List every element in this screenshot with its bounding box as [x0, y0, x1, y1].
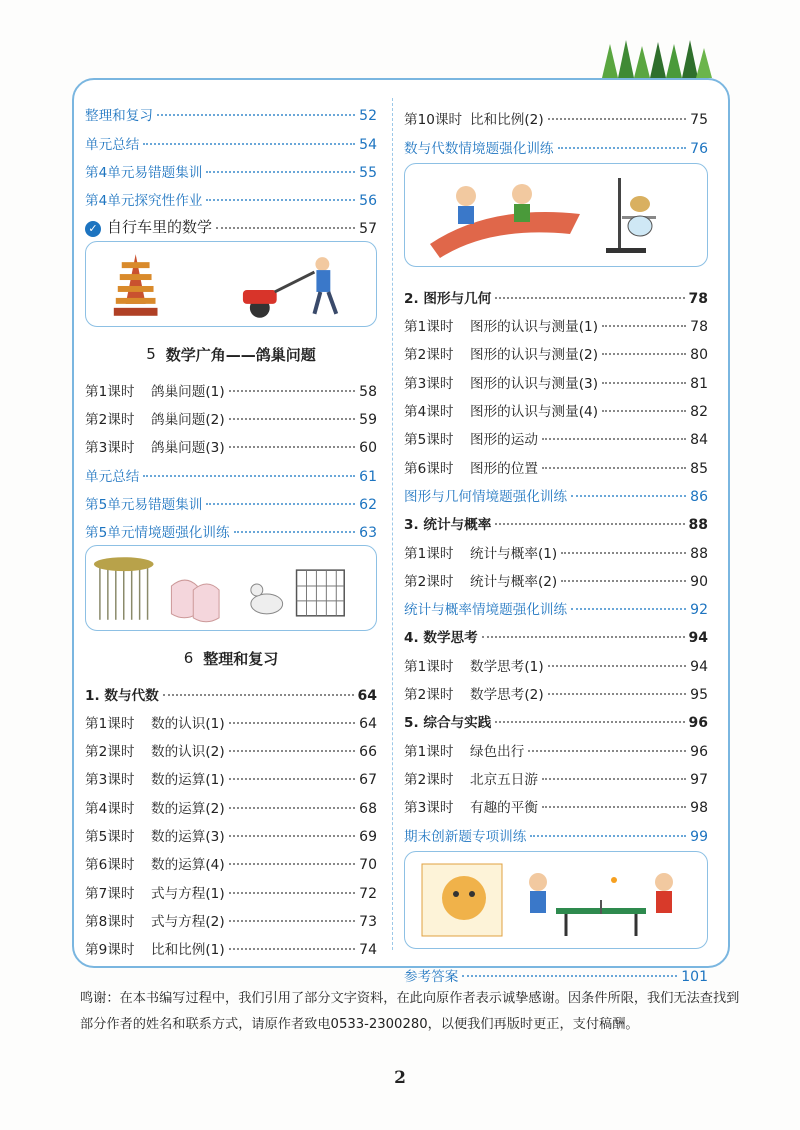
toc-title: 统计与概率(2)	[470, 573, 558, 590]
toc-leader-dots	[229, 835, 356, 837]
toc-page-number: 60	[359, 440, 377, 457]
toc-page-number: 82	[690, 404, 708, 421]
toc-title: 单元总结	[85, 136, 140, 153]
toc-entry	[404, 816, 708, 844]
toc-title: 1. 数与代数	[85, 687, 159, 704]
toc-leader-dots	[229, 920, 356, 922]
toc-entry	[85, 760, 377, 788]
toc-page-number: 78	[688, 290, 708, 307]
toc-leader-dots	[143, 475, 355, 477]
toc-page-number: 59	[359, 412, 377, 429]
toc-page-number: 98	[690, 800, 708, 817]
toc-lesson-label: 第1课时	[404, 658, 454, 675]
toc-page-number: 80	[690, 347, 708, 364]
left-list-b	[85, 371, 377, 541]
toc-leader-dots	[602, 382, 686, 384]
toc-entry	[404, 448, 708, 476]
toc-title: 图形的运动	[470, 432, 538, 449]
toc-leader-dots	[495, 297, 684, 299]
toc-leader-dots	[548, 693, 687, 695]
toc-page-number: 58	[359, 383, 377, 400]
toc-page-number: 97	[690, 771, 708, 788]
toc-title: 第5单元情境题强化训练	[85, 525, 230, 542]
toc-leader-dots	[602, 410, 686, 412]
toc-title: 北京五日游	[470, 771, 538, 788]
toc-title: 数学思考(2)	[470, 687, 544, 704]
toc-page-number: 95	[690, 687, 708, 704]
toc-title: 统计与概率(1)	[470, 545, 558, 562]
toc-entry	[85, 96, 377, 124]
toc-leader-dots	[143, 143, 355, 145]
toc-page-number: 61	[359, 468, 377, 485]
toc-lesson-label: 第1课时	[85, 383, 135, 400]
toc-entry	[85, 181, 377, 209]
toc-page-number: 68	[359, 800, 377, 817]
toc-page-number: 54	[359, 136, 377, 153]
toc-title: 图形的认识与测量(1)	[470, 319, 599, 336]
cat-pingpong-image	[405, 852, 707, 948]
toc-title: 比和比例(1)	[151, 942, 225, 959]
toc-title: 4. 数学思考	[404, 630, 478, 647]
toc-leader-dots	[163, 694, 354, 696]
toc-page-number: 88	[690, 545, 708, 562]
toc-leader-dots	[462, 975, 677, 977]
toc-entry	[85, 456, 377, 484]
pagoda-cultivator-image	[86, 242, 376, 326]
toc-title: 数的运算(4)	[151, 857, 225, 874]
toc-title: 有趣的平衡	[470, 800, 538, 817]
toc-entry	[404, 335, 708, 363]
toc-page-number: 90	[690, 573, 708, 590]
illustration-pagoda-cultivator	[85, 241, 377, 327]
toc-entry	[404, 760, 708, 788]
toc-lesson-label: 第2课时	[85, 412, 135, 429]
toc-entry	[404, 562, 708, 590]
toc-title: 数的运算(2)	[151, 800, 225, 817]
toc-entry	[404, 675, 708, 703]
toc-page-number: 88	[688, 517, 708, 534]
toc-page-number: 55	[359, 164, 377, 181]
toc-page-number: 74	[359, 942, 377, 959]
toc-lesson-label: 第10课时	[404, 112, 463, 129]
left-list-a	[85, 96, 377, 237]
toc-page-number: 75	[690, 112, 708, 129]
toc-entry	[404, 618, 708, 646]
toc-leader-dots	[530, 835, 686, 837]
toc-leader-dots	[542, 806, 686, 808]
toc-entry	[404, 533, 708, 561]
toc-leader-dots	[558, 147, 687, 149]
toc-title: 数的认识(1)	[151, 715, 225, 732]
toc-leader-dots	[206, 503, 355, 505]
toc-leader-dots	[561, 580, 686, 582]
toc-lesson-label: 第3课时	[85, 440, 135, 457]
toc-leader-dots	[548, 118, 687, 120]
toc-title: 比和比例(2)	[470, 112, 544, 129]
toc-entry	[85, 732, 377, 760]
toc-leader-dots	[157, 114, 355, 116]
running-lab-image	[405, 164, 707, 266]
toc-lesson-label: 第4课时	[404, 404, 454, 421]
toc-entry	[404, 307, 708, 335]
toc-entry	[404, 100, 708, 128]
page-number: 2	[394, 1068, 406, 1088]
toc-page-number: 62	[359, 496, 377, 513]
toc-title: 数学思考(1)	[470, 658, 544, 675]
toc-title: 数的运算(1)	[151, 772, 225, 789]
toc-title: 鸽巢问题(3)	[151, 440, 225, 457]
toc-entry	[85, 513, 377, 541]
toc-lesson-label: 第4课时	[85, 800, 135, 817]
toc-lesson-label: 第6课时	[85, 857, 135, 874]
toc-lesson-label: 第1课时	[85, 715, 135, 732]
toc-entry	[85, 902, 377, 930]
toc-lesson-label: 第2课时	[404, 687, 454, 704]
toc-page-number: 72	[359, 885, 377, 902]
toc-lesson-label: 第1课时	[404, 319, 454, 336]
toc-lesson-label: 第7课时	[85, 885, 135, 902]
toc-entry	[404, 646, 708, 674]
toc-leader-dots	[206, 199, 355, 201]
toc-title: 第4单元探究性作业	[85, 193, 203, 210]
unit6-heading	[85, 641, 377, 675]
toc-lesson-label: 第3课时	[404, 375, 454, 392]
toc-entry	[404, 788, 708, 816]
toc-page-number: 92	[690, 602, 708, 619]
toc-page-number: 76	[690, 140, 708, 157]
toc-page-number: 56	[359, 193, 377, 210]
column-divider	[392, 98, 393, 950]
toc-title: 图形的认识与测量(4)	[470, 404, 599, 421]
toc-page-number: 81	[690, 375, 708, 392]
toc-leader-dots	[571, 608, 686, 610]
toc-lesson-label: 第6课时	[404, 460, 454, 477]
toc-page-number: 64	[359, 715, 377, 732]
toc-title: 第4单元易错题集训	[85, 164, 203, 181]
toc-leader-dots	[229, 750, 356, 752]
toc-leader-dots	[234, 531, 356, 533]
toc-leader-dots	[229, 807, 356, 809]
toc-title: 自行车里的数学	[107, 218, 213, 237]
toc-page-number: 96	[690, 743, 708, 760]
toc-title: 数的认识(2)	[151, 744, 225, 761]
toc-entry	[85, 788, 377, 816]
toc-page-number: 94	[690, 658, 708, 675]
right-column	[404, 100, 708, 985]
unit5-heading	[85, 337, 377, 371]
right-list-b	[404, 279, 708, 845]
unit5-title: 数学广角——鸽巢问题	[165, 345, 316, 364]
illustration-pigeon-cage	[85, 545, 377, 631]
toc-lesson-label: 第8课时	[85, 913, 135, 930]
toc-lesson-label: 第1课时	[404, 545, 454, 562]
toc-leader-dots	[229, 863, 356, 865]
toc-entry	[404, 505, 708, 533]
toc-title: 鸽巢问题(2)	[151, 412, 225, 429]
toc-lesson-label: 第3课时	[404, 800, 454, 817]
toc-entry	[85, 400, 377, 428]
right-list-a	[404, 100, 708, 157]
toc-lesson-label: 第2课时	[404, 771, 454, 788]
toc-title: 图形的位置	[470, 460, 538, 477]
toc-title: 2. 图形与几何	[404, 290, 492, 307]
toc-title: 图形的认识与测量(3)	[470, 375, 599, 392]
toc-leader-dots	[229, 778, 356, 780]
toc-title: 整理和复习	[85, 108, 153, 125]
toc-leader-dots	[229, 446, 356, 448]
toc-leader-dots	[229, 722, 356, 724]
toc-page-number: 94	[688, 630, 708, 647]
toc-leader-dots	[229, 948, 356, 950]
toc-leader-dots	[229, 390, 356, 392]
toc-title: 式与方程(2)	[151, 913, 225, 930]
toc-page-number: 70	[359, 857, 377, 874]
toc-entry	[404, 703, 708, 731]
toc-page-number: 63	[359, 525, 377, 542]
toc-page-number: 85	[690, 460, 708, 477]
toc-entry	[404, 420, 708, 448]
toc-entry	[85, 428, 377, 456]
toc-leader-dots	[229, 418, 356, 420]
toc-title: 参考答案	[404, 968, 459, 985]
toc-entry	[85, 817, 377, 845]
toc-entry	[85, 485, 377, 513]
toc-title: 期末创新题专项训练	[404, 828, 527, 845]
unit5-number: 5	[146, 345, 156, 364]
toc-page-number: 99	[690, 828, 708, 845]
toc-lesson-label: 第2课时	[85, 744, 135, 761]
toc-page-number: 96	[688, 715, 708, 732]
toc-title: 数与代数情境题强化训练	[404, 140, 554, 157]
toc-title: 单元总结	[85, 468, 140, 485]
toc-page-number: 101	[681, 968, 708, 985]
toc-title: 绿色出行	[470, 743, 525, 760]
toc-leader-dots	[542, 778, 686, 780]
toc-leader-dots	[216, 227, 355, 229]
toc-lesson-label: 第5课时	[85, 829, 135, 846]
toc-entry	[85, 153, 377, 181]
toc-entry	[404, 590, 708, 618]
toc-page-number: 64	[357, 687, 377, 704]
toc-lesson-label: 第3课时	[85, 772, 135, 789]
toc-leader-dots	[602, 353, 686, 355]
toc-entry	[404, 363, 708, 391]
toc-entry	[404, 128, 708, 156]
toc-page-number: 84	[690, 432, 708, 449]
toc-page-number: 52	[359, 108, 377, 125]
toc-title: 图形的认识与测量(2)	[470, 347, 599, 364]
toc-entry	[404, 957, 708, 985]
toc-entry	[85, 930, 377, 958]
toc-lesson-label: 第2课时	[404, 347, 454, 364]
toc-leader-dots	[528, 750, 686, 752]
toc-title: 3. 统计与概率	[404, 517, 492, 534]
toc-leader-dots	[495, 721, 684, 723]
toc-entry	[85, 845, 377, 873]
toc-leader-dots	[571, 495, 686, 497]
toc-page-number: 86	[690, 488, 708, 505]
left-column	[85, 96, 377, 958]
toc-entry	[404, 731, 708, 759]
toc-leader-dots	[542, 467, 686, 469]
toc-entry	[85, 873, 377, 901]
toc-title: 图形与几何情境题强化训练	[404, 488, 568, 505]
pigeon-cage-image	[86, 546, 376, 630]
toc-lesson-label: 第5课时	[404, 432, 454, 449]
toc-entry	[85, 124, 377, 152]
toc-page-number: 69	[359, 829, 377, 846]
illustration-cat-pingpong	[404, 851, 708, 949]
toc-entry	[404, 477, 708, 505]
toc-page-number: 67	[359, 772, 377, 789]
acknowledgement-note: 鸣谢：在本书编写过程中，我们引用了部分文字资料，在此向原作者表示诚挚感谢。因条件所限，我们无法查找到部分作者的姓名和联系方式，请原作者致电0533-2300280，以便我们再版时更正，支付稿酬。	[80, 991, 740, 1032]
toc-lesson-label: 第1课时	[404, 743, 454, 760]
toc-leader-dots	[542, 438, 686, 440]
unit6-title: 整理和复习	[203, 649, 279, 668]
trees-decoration-icon	[596, 40, 714, 78]
toc-entry	[85, 371, 377, 399]
toc-title: 5. 综合与实践	[404, 715, 492, 732]
toc-entry	[404, 279, 708, 307]
toc-entry	[85, 675, 377, 703]
toc-entry	[404, 392, 708, 420]
toc-leader-dots	[495, 523, 684, 525]
right-list-c	[404, 957, 708, 985]
toc-leader-dots	[482, 636, 685, 638]
toc-page-number: 73	[359, 913, 377, 930]
toc-leader-dots	[206, 171, 355, 173]
toc-page-number: 66	[359, 744, 377, 761]
check-circle-icon: ✓	[85, 221, 101, 237]
toc-leader-dots	[602, 325, 686, 327]
toc-leader-dots	[561, 552, 686, 554]
toc-leader-dots	[548, 665, 687, 667]
toc-title: 第5单元易错题集训	[85, 496, 203, 513]
toc-title: 式与方程(1)	[151, 885, 225, 902]
toc-leader-dots	[229, 892, 356, 894]
toc-entry	[85, 209, 377, 237]
toc-title: 数的运算(3)	[151, 829, 225, 846]
toc-lesson-label: 第9课时	[85, 942, 135, 959]
toc-page-number: 57	[359, 221, 377, 238]
toc-title: 统计与概率情境题强化训练	[404, 602, 568, 619]
toc-page-number: 78	[690, 319, 708, 336]
toc-title: 鸽巢问题(1)	[151, 383, 225, 400]
toc-lesson-label: 第2课时	[404, 573, 454, 590]
unit6-number: 6	[183, 649, 194, 668]
illustration-running-lab	[404, 163, 708, 267]
toc-entry	[85, 704, 377, 732]
left-list-c	[85, 675, 377, 958]
